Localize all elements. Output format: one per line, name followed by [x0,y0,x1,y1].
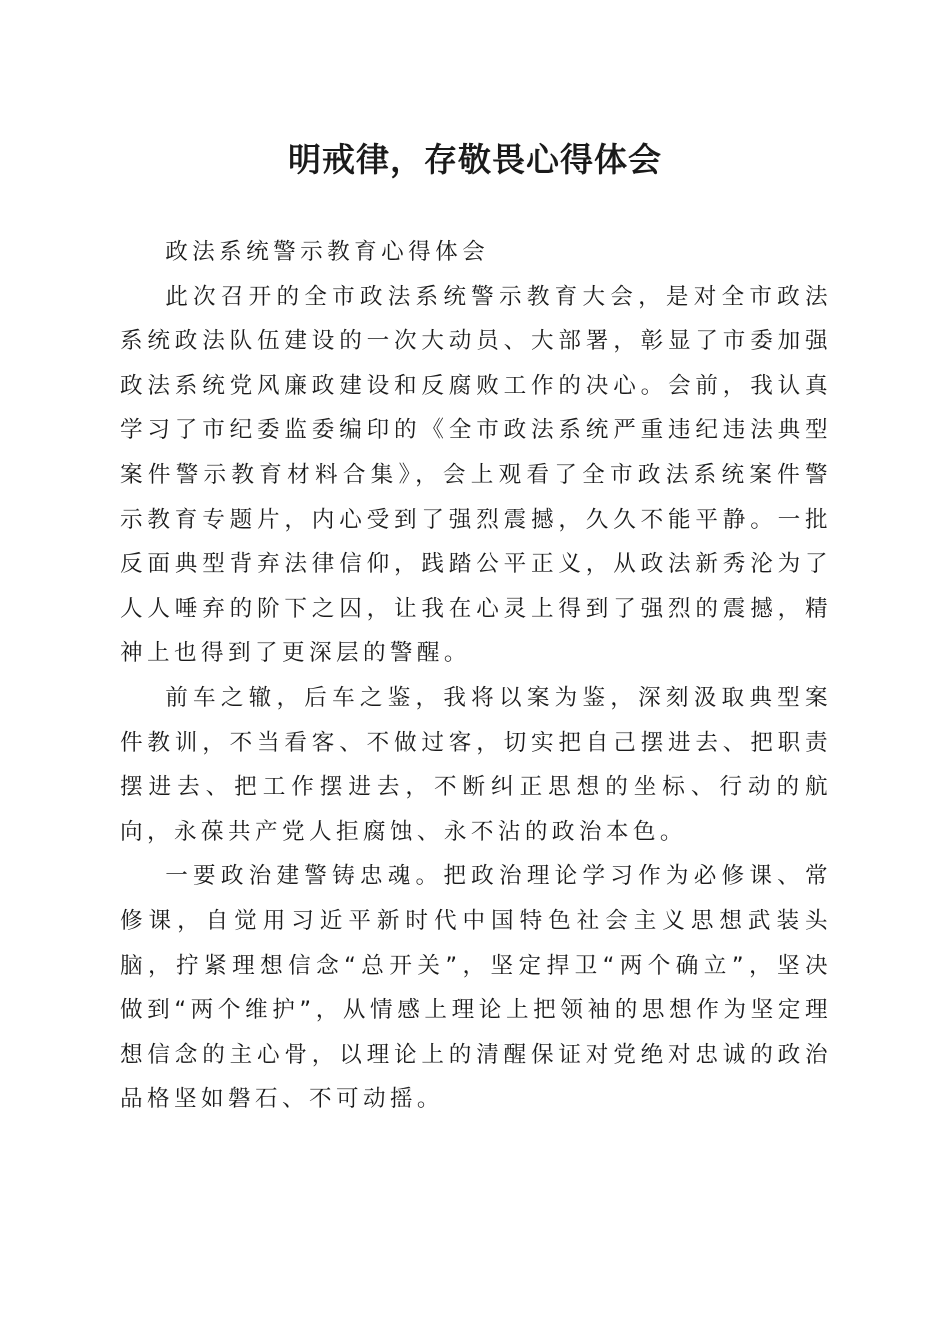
body-paragraph-1: 此次召开的全市政法系统警示教育大会，是对全市政法系统政法队伍建设的一次大动员、大部署，彰显了市委加强政法系统党风廉政建设和反腐败工作的决心。会前，我认真学习了市纪委监委编印的《全市政法系统严重违纪违法典型案件警示教育材料合集》，会上观看了全市政法系统案件警示教育专题片，内心受到了强烈震撼，久久不能平静。一批反面典型背弃法律信仰，践踏公平正义，从政法新秀沦为了人人唾弃的阶下之囚，让我在心灵上得到了强烈的震撼，精神上也得到了更深层的警醒。 [120,283,832,667]
body-paragraph-2: 前车之辙，后车之鉴，我将以案为鉴，深刻汲取典型案件教训，不当看客、不做过客，切实把自己摆进去、把职责摆进去、把工作摆进去，不断纠正思想的坐标、行动的航向，永葆共产党人拒腐蚀、永不沾的政治本色。 [120,684,832,845]
document-body [120,230,832,1122]
document-title: 明戒律，存敬畏心得体会 [288,140,662,179]
body-paragraph-3: 一要政治建警铸忠魂。把政治理论学习作为必修课、常修课，自觉用习近平新时代中国特色社会主义思想武装头脑，拧紧理想信念“总开关”，坚定捍卫“两个确立”，坚决做到“两个维护”，从情感上理论上把领袖的思想作为坚定理想信念的主心骨，以理论上的清醒保证对党绝对忠诚的政治品格坚如磐石、不可动摇。 [120,863,832,1113]
document-subtitle: 政法系统警示教育心得体会 [165,239,490,265]
